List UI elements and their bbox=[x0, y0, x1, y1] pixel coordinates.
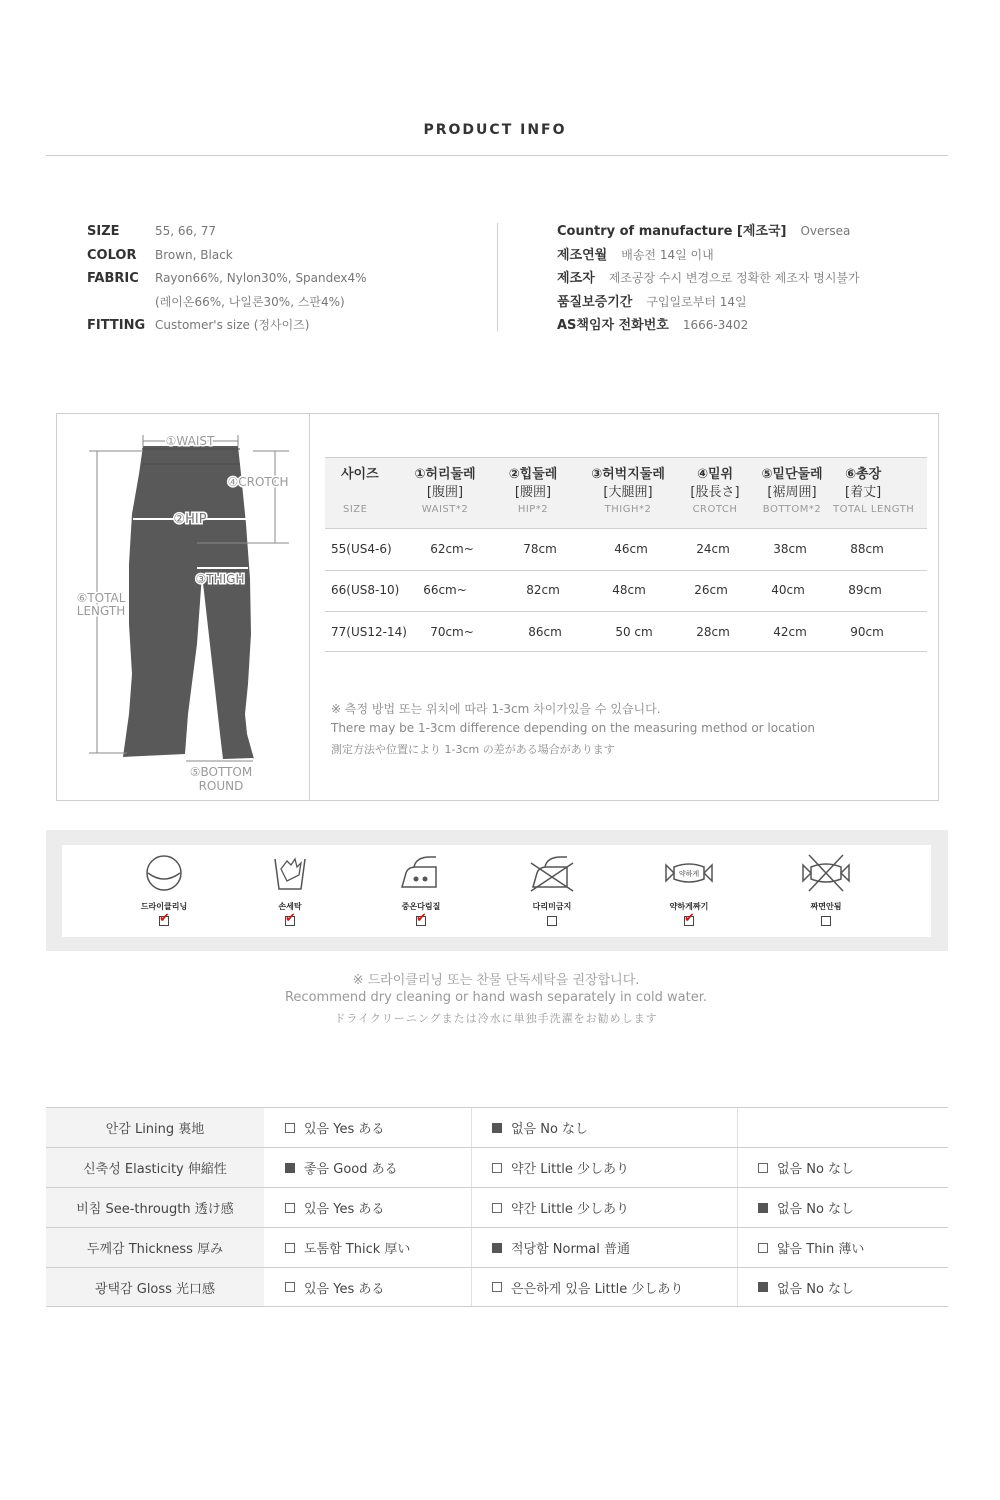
care-checkbox bbox=[285, 911, 296, 926]
table-cell: 82cm bbox=[526, 583, 560, 597]
info-label: Country of manufacture [제조국] bbox=[557, 224, 787, 239]
checkbox-icon bbox=[492, 1282, 502, 1292]
info-label: 제조자 bbox=[557, 271, 595, 286]
property-name: 신축성 Elasticity 伸縮性 bbox=[46, 1148, 264, 1187]
col-header-cn bbox=[329, 482, 393, 504]
info-label: COLOR bbox=[87, 247, 137, 263]
col-header-en: THIGH*2 bbox=[604, 504, 652, 515]
info-value: 55, 66, 77 bbox=[155, 224, 217, 238]
col-header-cn: [股長さ] bbox=[690, 485, 740, 500]
col-header-cn: [腰囲] bbox=[514, 485, 552, 500]
checkbox-checked-icon bbox=[758, 1203, 768, 1213]
diagram-label-thigh: ③THIGH bbox=[195, 572, 245, 586]
option-label: 있음 Yes ある bbox=[304, 1202, 385, 1217]
info-row-date bbox=[557, 244, 957, 268]
iron-medium-icon bbox=[396, 853, 446, 893]
property-option bbox=[285, 1188, 384, 1227]
col-header-bottom bbox=[752, 463, 832, 515]
option-label: 약간 Little 少しあり bbox=[511, 1202, 630, 1217]
col-header-cn: [着丈] bbox=[845, 485, 882, 500]
info-row-size bbox=[87, 220, 487, 244]
diagram-label-waist: ①WAIST bbox=[165, 434, 215, 448]
col-header-en: TOTAL LENGTH bbox=[833, 504, 915, 515]
property-row-lining bbox=[46, 1107, 948, 1147]
property-option bbox=[492, 1268, 683, 1306]
care-label: 다리미금지 bbox=[532, 902, 572, 911]
care-checkbox bbox=[821, 916, 831, 926]
info-row-warranty bbox=[557, 291, 957, 315]
product-info-right bbox=[557, 220, 957, 338]
cell-divider bbox=[471, 1148, 472, 1187]
table-cell: 24cm bbox=[696, 542, 730, 556]
cell-divider bbox=[737, 1228, 738, 1267]
property-name: 두께감 Thickness 厚み bbox=[46, 1228, 264, 1267]
col-header-cn: [腹囲] bbox=[426, 485, 464, 500]
care-note-ko: ※ 드라이클리닝 또는 찬물 단독세탁을 권장합니다. bbox=[352, 973, 640, 988]
table-cell-size: 66(US8-10) bbox=[331, 583, 400, 597]
diagram-label-bottom-2: ROUND bbox=[198, 779, 244, 793]
property-name: 안감 Lining 裏地 bbox=[46, 1108, 264, 1147]
wring-gently-icon bbox=[664, 853, 714, 893]
table-cell: 62cm~ bbox=[430, 542, 474, 556]
care-checkbox bbox=[416, 911, 427, 926]
property-option bbox=[758, 1268, 854, 1306]
table-cell-size: 55(US4-6) bbox=[331, 542, 392, 556]
checkbox-icon bbox=[492, 1163, 502, 1173]
info-value: 1666-3402 bbox=[682, 318, 749, 332]
checkbox-checked-icon bbox=[758, 1282, 768, 1292]
option-label: 도톰함 Thick 厚い bbox=[304, 1242, 411, 1257]
cell-divider bbox=[737, 1268, 738, 1306]
no-wring-icon bbox=[801, 853, 851, 893]
property-option bbox=[492, 1148, 629, 1187]
pants-silhouette-icon bbox=[123, 446, 254, 759]
info-divider bbox=[497, 223, 498, 331]
table-cell: 38cm bbox=[773, 542, 807, 556]
property-row-gloss bbox=[46, 1267, 948, 1307]
pants-diagram bbox=[57, 414, 309, 800]
table-cell: 26cm bbox=[694, 583, 728, 597]
col-header-total bbox=[833, 463, 927, 515]
info-value: Oversea bbox=[800, 224, 851, 238]
size-table-rule bbox=[325, 528, 927, 529]
table-cell: 50 cm bbox=[615, 625, 653, 639]
diagram-label-crotch: ④CROTCH bbox=[227, 475, 289, 489]
table-cell: 90cm bbox=[850, 625, 884, 639]
col-header-en: WAIST*2 bbox=[421, 504, 469, 515]
info-row-fabric-ko bbox=[87, 291, 487, 315]
cell-divider bbox=[471, 1108, 472, 1147]
no-iron-icon bbox=[527, 853, 577, 893]
info-row-color bbox=[87, 244, 487, 268]
title-divider bbox=[46, 155, 948, 156]
checkbox-checked-icon bbox=[492, 1123, 502, 1133]
info-label: FITTING bbox=[87, 318, 146, 333]
col-header-ko: 사이즈 bbox=[341, 467, 379, 482]
info-value: 제조공장 수시 변경으로 정확한 제조자 명시불가 bbox=[608, 271, 860, 285]
measure-note-en: There may be 1-3cm difference depending on the measuring method or location bbox=[331, 721, 816, 735]
info-value: Rayon66%, Nylon30%, Spandex4% bbox=[155, 271, 367, 285]
cell-divider bbox=[737, 1188, 738, 1227]
info-value: (레이온66%, 나일론30%, 스판4%) bbox=[155, 294, 345, 309]
info-label: 제조연월 bbox=[557, 247, 608, 263]
property-option bbox=[492, 1188, 629, 1227]
table-cell: 86cm bbox=[528, 625, 562, 639]
hand-wash-icon bbox=[265, 853, 315, 893]
care-item-iron-medium bbox=[381, 853, 461, 926]
col-header-thigh bbox=[578, 463, 678, 515]
option-label: 없음 No なし bbox=[777, 1202, 855, 1217]
col-header-en: HIP*2 bbox=[517, 504, 549, 515]
info-label: AS책임자 전화번호 bbox=[557, 318, 669, 333]
checkbox-icon bbox=[285, 1243, 295, 1253]
info-label bbox=[87, 291, 155, 315]
col-header-ko: ⑥총장 bbox=[845, 467, 882, 482]
info-value: Brown, Black bbox=[155, 247, 233, 262]
col-header-en: CROTCH bbox=[692, 504, 738, 515]
checkbox-checked-icon bbox=[492, 1243, 502, 1253]
care-item-hand-wash bbox=[250, 853, 330, 926]
size-table-rule bbox=[325, 651, 927, 652]
size-chart-divider bbox=[309, 413, 310, 801]
diagram-label-total-2: LENGTH bbox=[76, 604, 126, 618]
diagram-label-bottom-1: ⑤BOTTOM bbox=[189, 765, 253, 779]
col-header-hip bbox=[494, 463, 572, 515]
table-cell: 89cm bbox=[848, 583, 882, 597]
page-title: PRODUCT INFO bbox=[423, 122, 567, 138]
table-cell: 40cm bbox=[771, 583, 805, 597]
checkbox-icon bbox=[758, 1243, 768, 1253]
info-label: 품질보증기간 bbox=[557, 294, 633, 310]
col-header-size bbox=[329, 463, 393, 515]
checkbox-icon bbox=[285, 1282, 295, 1292]
cell-divider bbox=[471, 1188, 472, 1227]
care-checkbox bbox=[159, 911, 170, 926]
table-cell: 88cm bbox=[850, 542, 884, 556]
table-cell: 48cm bbox=[612, 583, 646, 597]
option-label: 없음 No なし bbox=[777, 1281, 855, 1297]
care-label: 짜면안됨 bbox=[810, 902, 842, 911]
dry-clean-icon bbox=[139, 853, 189, 893]
option-label: 은은하게 있음 Little 少しあり bbox=[511, 1281, 684, 1297]
col-header-ko: ③허벅지둘레 bbox=[591, 467, 665, 482]
property-row-see-through bbox=[46, 1187, 948, 1227]
property-name: 비침 See-througth 透け感 bbox=[46, 1188, 264, 1227]
cell-divider bbox=[737, 1148, 738, 1187]
info-value: Customer's size (정사이즈) bbox=[155, 318, 310, 332]
property-option bbox=[285, 1148, 398, 1187]
care-item-no-iron bbox=[512, 853, 592, 926]
check-icon: ✔ bbox=[159, 911, 170, 926]
fabric-properties-table bbox=[46, 1107, 948, 1307]
option-label: 얇음 Thin 薄い bbox=[777, 1242, 865, 1257]
info-value: 구입일로부터 14일 bbox=[646, 294, 747, 309]
table-cell: 66cm~ bbox=[423, 583, 467, 597]
property-option bbox=[758, 1148, 854, 1187]
property-option bbox=[492, 1228, 630, 1267]
checkbox-icon bbox=[285, 1123, 295, 1133]
care-label: 중온다림질 bbox=[401, 902, 441, 911]
table-cell: 42cm bbox=[773, 625, 807, 639]
property-row-elasticity bbox=[46, 1147, 948, 1187]
option-label: 있음 Yes ある bbox=[304, 1122, 385, 1137]
option-label: 약간 Little 少しあり bbox=[511, 1162, 630, 1177]
info-label: FABRIC bbox=[87, 271, 139, 286]
col-header-cn: [大腿囲] bbox=[603, 485, 653, 500]
size-table-rule bbox=[325, 611, 927, 612]
cell-divider bbox=[471, 1228, 472, 1267]
col-header-waist bbox=[402, 463, 488, 515]
property-option bbox=[492, 1108, 588, 1147]
property-option bbox=[285, 1108, 384, 1147]
diagram-label-hip: ②HIP bbox=[173, 512, 207, 527]
size-table-rule bbox=[325, 570, 927, 571]
property-name: 광택감 Gloss 光口感 bbox=[46, 1268, 264, 1306]
col-header-crotch bbox=[680, 463, 750, 515]
info-row-country bbox=[557, 220, 957, 244]
checkbox-checked-icon bbox=[285, 1163, 295, 1173]
info-value: 배송전 14일 이내 bbox=[621, 247, 714, 262]
cell-divider bbox=[471, 1268, 472, 1306]
checkbox-icon bbox=[285, 1203, 295, 1213]
col-header-en: SIZE bbox=[343, 504, 368, 515]
option-label: 있음 Yes ある bbox=[304, 1281, 385, 1297]
check-icon: ✔ bbox=[285, 911, 296, 926]
property-option bbox=[758, 1228, 864, 1267]
care-item-dry-clean bbox=[124, 853, 204, 926]
care-checkbox bbox=[684, 911, 695, 926]
info-row-maker bbox=[557, 267, 957, 291]
option-label: 없음 No なし bbox=[777, 1162, 855, 1177]
table-cell-size: 77(US12-14) bbox=[331, 625, 407, 639]
diagram-label-total-1: ⑥TOTAL bbox=[76, 591, 126, 605]
option-label: 적당함 Normal 普通 bbox=[511, 1242, 630, 1257]
care-checkbox bbox=[547, 916, 557, 926]
care-note-jp: ドライクリーニングまたは冷水に単独手洗濯をお勧めします bbox=[334, 1012, 658, 1025]
property-option bbox=[758, 1188, 854, 1227]
care-note-en: Recommend dry cleaning or hand wash separately in cold water. bbox=[284, 990, 707, 1005]
info-row-fabric bbox=[87, 267, 487, 291]
care-label: 손세탁 bbox=[278, 902, 302, 911]
checkbox-icon bbox=[492, 1203, 502, 1213]
checkbox-icon bbox=[758, 1163, 768, 1173]
care-label: 약하게짜기 bbox=[669, 902, 709, 911]
col-header-ko: ②힙둘레 bbox=[508, 467, 558, 482]
care-item-no-wring bbox=[786, 853, 866, 926]
col-header-ko: ④밑위 bbox=[696, 467, 734, 482]
care-label: 드라이클리닝 bbox=[140, 902, 188, 911]
info-row-as-phone bbox=[557, 314, 957, 338]
measure-note-jp: 測定方法や位置により 1-3cm の差がある場合があります bbox=[331, 743, 615, 756]
property-option bbox=[285, 1268, 384, 1306]
measure-note-ko: ※ 측정 방법 또는 위치에 따라 1-3cm 차이가있을 수 있습니다. bbox=[331, 702, 661, 716]
col-header-en: BOTTOM*2 bbox=[762, 504, 822, 515]
col-header-ko: ①허리둘레 bbox=[414, 467, 476, 482]
property-option bbox=[285, 1228, 410, 1267]
table-cell: 70cm~ bbox=[430, 625, 474, 639]
table-cell: 78cm bbox=[523, 542, 557, 556]
property-row-thickness bbox=[46, 1227, 948, 1267]
care-item-wring-gently bbox=[649, 853, 729, 926]
check-icon: ✔ bbox=[684, 911, 695, 926]
check-icon: ✔ bbox=[416, 911, 427, 926]
option-label: 좋음 Good ある bbox=[304, 1162, 398, 1177]
info-label: SIZE bbox=[87, 224, 120, 239]
info-row-fitting bbox=[87, 314, 487, 338]
table-cell: 46cm bbox=[614, 542, 648, 556]
svg-text:약하게: 약하게 bbox=[678, 870, 700, 878]
option-label: 없음 No なし bbox=[511, 1122, 589, 1137]
col-header-ko: ⑤밑단둘레 bbox=[761, 467, 823, 482]
product-info-left bbox=[87, 220, 487, 338]
col-header-cn: [裾周囲] bbox=[767, 485, 817, 500]
cell-divider bbox=[737, 1108, 738, 1147]
table-cell: 28cm bbox=[696, 625, 730, 639]
